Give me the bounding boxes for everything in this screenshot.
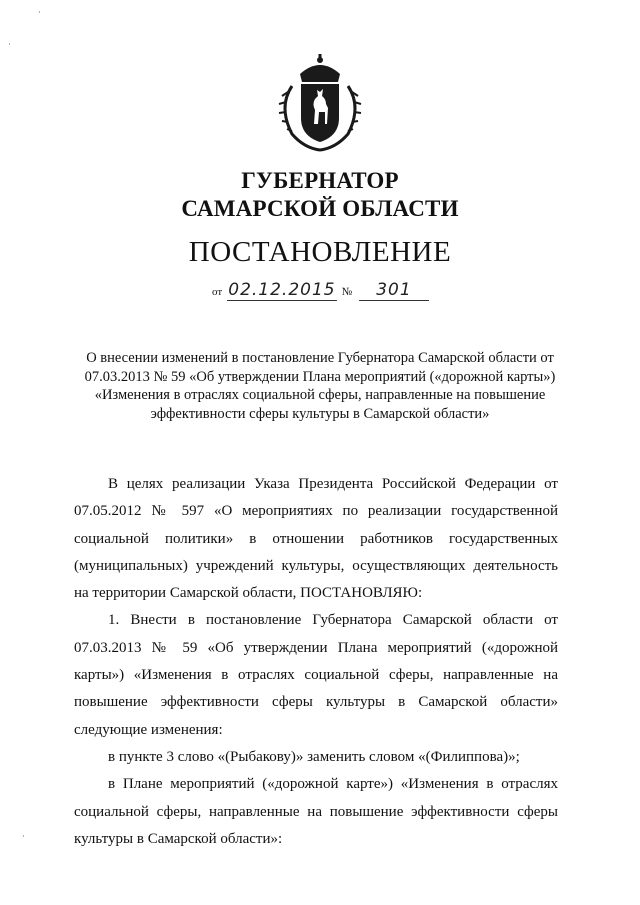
date-prefix: от — [212, 286, 223, 298]
body-paragraph: в Плане мероприятий («дорожной карте») «Изменения в отраслях социальной сферы, направленные на повышение эффективности сферы культуры в Самарской области»: — [74, 776, 558, 847]
scan-speck: · — [22, 832, 25, 842]
body-paragraph: В целях реализации Указа Президента Российской Федерации от 07.05.2012 № 597 «О мероприятиях по реализации государственной социальной политики» в отношении работников государственных (муниципальных) учреждений культуры, осуществляющих деятельность на территории Самарской области, ПОСТАНОВЛЯЮ: — [74, 476, 558, 602]
document-subject: О внесении изменений в постановление Губернатора Самарской области от 07.03.2013 № 59 «Об утверждении Плана мероприятий («дорожной карты») «Изменения в отраслях социальной сферы, направленные на повышение эффективности сферы культуры в Самарской области» — [84, 350, 556, 422]
document-type-title: ПОСТАНОВЛЕНИЕ — [188, 236, 452, 268]
date-value: 02.12.2015 — [228, 280, 336, 300]
scan-speck: · — [8, 40, 11, 50]
body-paragraph: 1. Внести в постановление Губернатора Самарской области от 07.03.2013 № 59 «Об утверждении Плана мероприятий («дорожной карты») «Изменения в отраслях социальной сферы, направленные на повышение эффективности сферы культуры в Самарской области» следующие изменения: — [74, 612, 558, 738]
number-value: 301 — [359, 280, 429, 301]
number-prefix: № — [341, 286, 353, 298]
governor-title-line2: САМАРСКОЙ ОБЛАСТИ — [181, 196, 459, 221]
scan-speck: · — [38, 8, 41, 18]
samara-coat-of-arms-icon — [270, 52, 370, 152]
body-paragraph: в пункте 3 слово «(Рыбакову)» заменить словом «(Филиппова)»; — [108, 748, 520, 765]
date-number-line — [212, 280, 429, 301]
document-body — [74, 471, 558, 853]
governor-title-line1: ГУБЕРНАТОР — [241, 168, 399, 193]
